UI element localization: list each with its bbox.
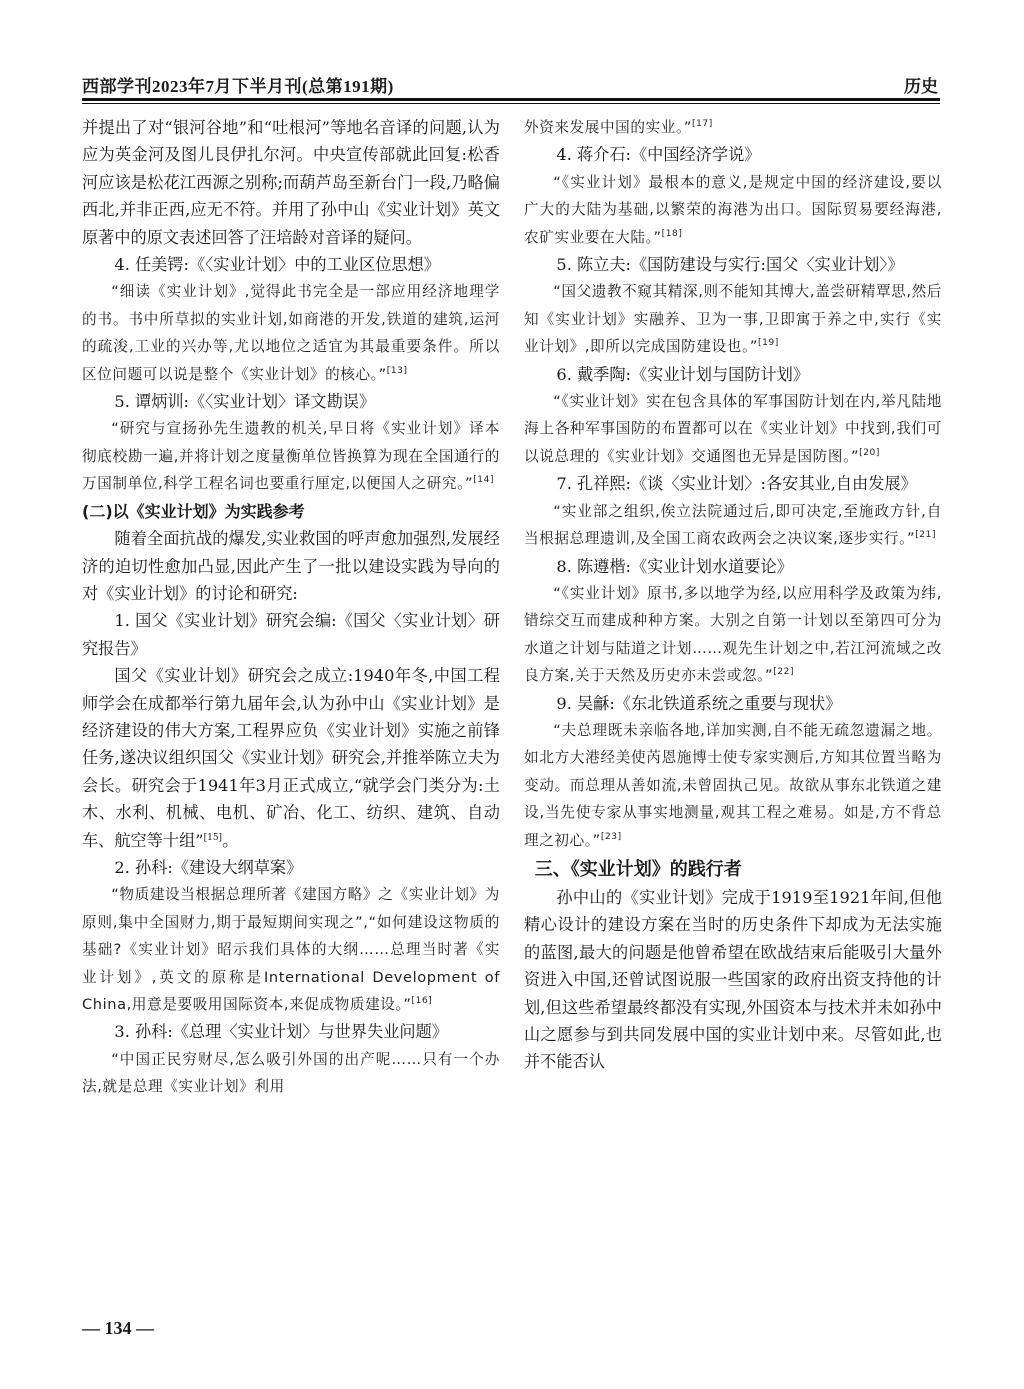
item-heading: 9. 吴龢:《东北铁道系统之重要与现状》 [556, 693, 842, 713]
quotation [82, 278, 500, 388]
item-heading: 2. 孙科:《建设大纲草案》 [114, 857, 303, 877]
citation-ref: [18] [661, 228, 683, 239]
quotation-text: “《实业计划》最根本的意义,是规定中国的经济建设,要以广大的大陆为基础,以繁荣的海港为出口。国际贸易要经海港,农矿实业要在大陆。” [524, 173, 942, 246]
citation-ref: [21] [915, 530, 937, 541]
citation-ref: [23] [600, 831, 622, 842]
paragraph: 随着全面抗战的爆发,实业救国的呼声愈加强烈,发展经济的迫切性愈加凸显,因此产生了一批以建设实践为导向的对《实业计划》的讨论和研究: [82, 529, 500, 603]
paragraph [82, 662, 500, 854]
item-heading: 3. 孙科:《总理〈实业计划〉与世界失业问题》 [114, 1022, 448, 1042]
citation-ref: [20] [859, 447, 880, 458]
left-column [82, 114, 500, 1101]
quotation [524, 388, 942, 470]
quotation-text: “物质建设当根据总理所著《建国方略》之《实业计划》为原则,集中全国财力,期于最短期间实现之”,“如何建设这物质的基础?《实业计划》昭示我们具体的大纲……总理当时著《实业计划》,英文的原称是International Development of China,用意是要吸用国际资本,来促成物质建设。” [82, 886, 500, 1013]
running-header [82, 70, 942, 98]
item-heading: 4. 蒋介石:《中国经济学说》 [556, 145, 761, 165]
paragraph: 并提出了对“银河谷地”和“吐根河”等地名音译的问题,认为应为英金河及图儿艮伊扎尔河。中央宣传部就此回复:松香河应该是松花江西源之别称;而葫芦岛至新台门一段,乃略偏西北,并非正西,应无不符。并用了孙中山《实业计划》英文原著中的原文表述回答了汪培龄对音译的疑问。 [82, 118, 500, 247]
quotation-text: “实业部之组织,俟立法院通过后,即可决定,至施政方针,自当根据总理遗训,及全国工商农政两会之决议案,逐步实行。” [524, 502, 942, 548]
quotation: “中国正民穷财尽,怎么吸引外国的出产呢……只有一个办法,就是总理《实业计划》利用 [82, 1050, 500, 1096]
citation-ref: [15] [203, 832, 223, 843]
header-rule-thin [82, 103, 940, 104]
paragraph: 孙中山的《实业计划》完成于1919至1921年间,但他精心设计的建设方案在当时的历史条件下却成为无法实施的蓝图,最大的问题是他曾希望在欧战结束后能吸引大量外资进入中国,还曾试图说服一些国家的政府出资支持他的计划,但这些希望最终都没有实现,外国资本与技术并未如孙中山之愿参与到共同发展中国的实业计划中来。尽管如此,也并不能否认 [524, 887, 942, 1072]
journal-title: 西部学刊2023年7月下半月刊(总第191期) [82, 77, 394, 96]
item-heading: 1. 国父《实业计划》研究会编:《国父〈实业计划〉研究报告》 [82, 611, 500, 658]
quotation-text: “国父遗教不窥其精深,则不能知其博大,盖尝研精覃思,然后知《实业计划》实融养、卫为一事,卫即寓于养之中,实行《实业计划》,即所以完成国防建设也。” [524, 283, 942, 356]
page-number: — 134 — [82, 1318, 154, 1338]
citation-ref: [22] [773, 667, 795, 678]
quotation-text: “《实业计划》实在包含具体的军事国防计划在内,举凡陆地海上各种军事国防的布置都可以在《实业计划》中找到,我们可以说总理的《实业计划》交通图也无异是国防图。” [524, 393, 942, 465]
quotation [524, 169, 942, 251]
paragraph-text: 国父《实业计划》研究会之成立:1940年冬,中国工程师学会在成都举行第九届年会,认为孙中山《实业计划》是经济建设的伟大方案,工程界应负《实业计划》实施之前锋任务,遂决议组织国父《实业计划》研究会,并推举陈立夫为会长。研究会于1941年3月正式成立,“就学会门类分为:土木、水利、机械、电机、矿冶、化工、纺织、建筑、自动车、航空等十组” [82, 666, 500, 850]
quotation [524, 580, 942, 690]
citation-ref: [13] [386, 365, 408, 376]
quotation-text: “细读《实业计划》,觉得此书完全是一部应用经济地理学的书。书中所草拟的实业计划,如商港的开发,铁道的建筑,运河的疏浚,工业的兴办等,尤以地位之适宜为其最重要条件。所以区位问题可以说是整个《实业计划》的核心。” [82, 283, 500, 383]
quotation [82, 415, 500, 497]
quotation-text: “《实业计划》原书,多以地学为经,以应用科学及政策为纬,错综交互而建成种种方案。大别之自第一计划以至第四可分为水道之计划与陆道之计划……观先生计划之中,若江河流域之改良方案,关于天然及历史亦未尝或忽。” [524, 584, 942, 685]
quotation-text: 外资来发展中国的实业。” [524, 119, 692, 136]
item-heading: 6. 戴季陶:《实业计划与国防计划》 [556, 364, 810, 384]
item-heading: 5. 谭炳训:《〈实业计划〉译文勘误》 [114, 392, 376, 412]
section-subject: 历史 [904, 77, 938, 97]
citation-ref: [14] [473, 475, 495, 486]
quotation [524, 717, 942, 854]
paragraph-end: 。 [222, 830, 239, 850]
quotation-text: “研究与宣扬孙先生遗教的机关,早日将《实业计划》译本彻底校勘一遍,并将计划之度量衡单位皆换算为现在全国通行的万国制单位,科学工程名词也要重行厘定,以便国人之研究。” [82, 420, 500, 493]
section-title: 三、《实业计划》的践行者 [534, 858, 742, 880]
header-rule-thick [82, 98, 940, 101]
quotation [524, 114, 942, 141]
quotation [524, 498, 942, 553]
right-column [524, 114, 942, 1076]
item-heading: 7. 孔祥熙:《谈〈实业计划〉:各安其业,自由发展》 [556, 474, 917, 494]
item-heading: 4. 任美锷:《〈实业计划〉中的工业区位思想》 [114, 255, 440, 275]
quotation-text: “夫总理既未亲临各地,详加实测,自不能无疏忽遗漏之地。如北方大港经美使芮恩施博士使专家实测后,方知其位置当略为变动。而总理从善如流,未曾固执己见。故欲从事东北铁道之建设,当先使专家从事实地测量,观其工程之难易。如是,方不背总理之初心。” [524, 721, 942, 849]
citation-ref: [17] [692, 119, 713, 129]
item-heading: 8. 陈遵楷:《实业计划水道要论》 [556, 556, 793, 576]
subsection-title: (二)以《实业计划》为实践参考 [82, 501, 305, 521]
quotation [82, 881, 500, 1018]
citation-ref: [19] [758, 338, 779, 349]
item-heading: 5. 陈立夫:《国防建设与实行:国父〈实业计划〉》 [556, 255, 904, 275]
citation-ref: [16] [411, 996, 433, 1006]
quotation [524, 278, 942, 360]
